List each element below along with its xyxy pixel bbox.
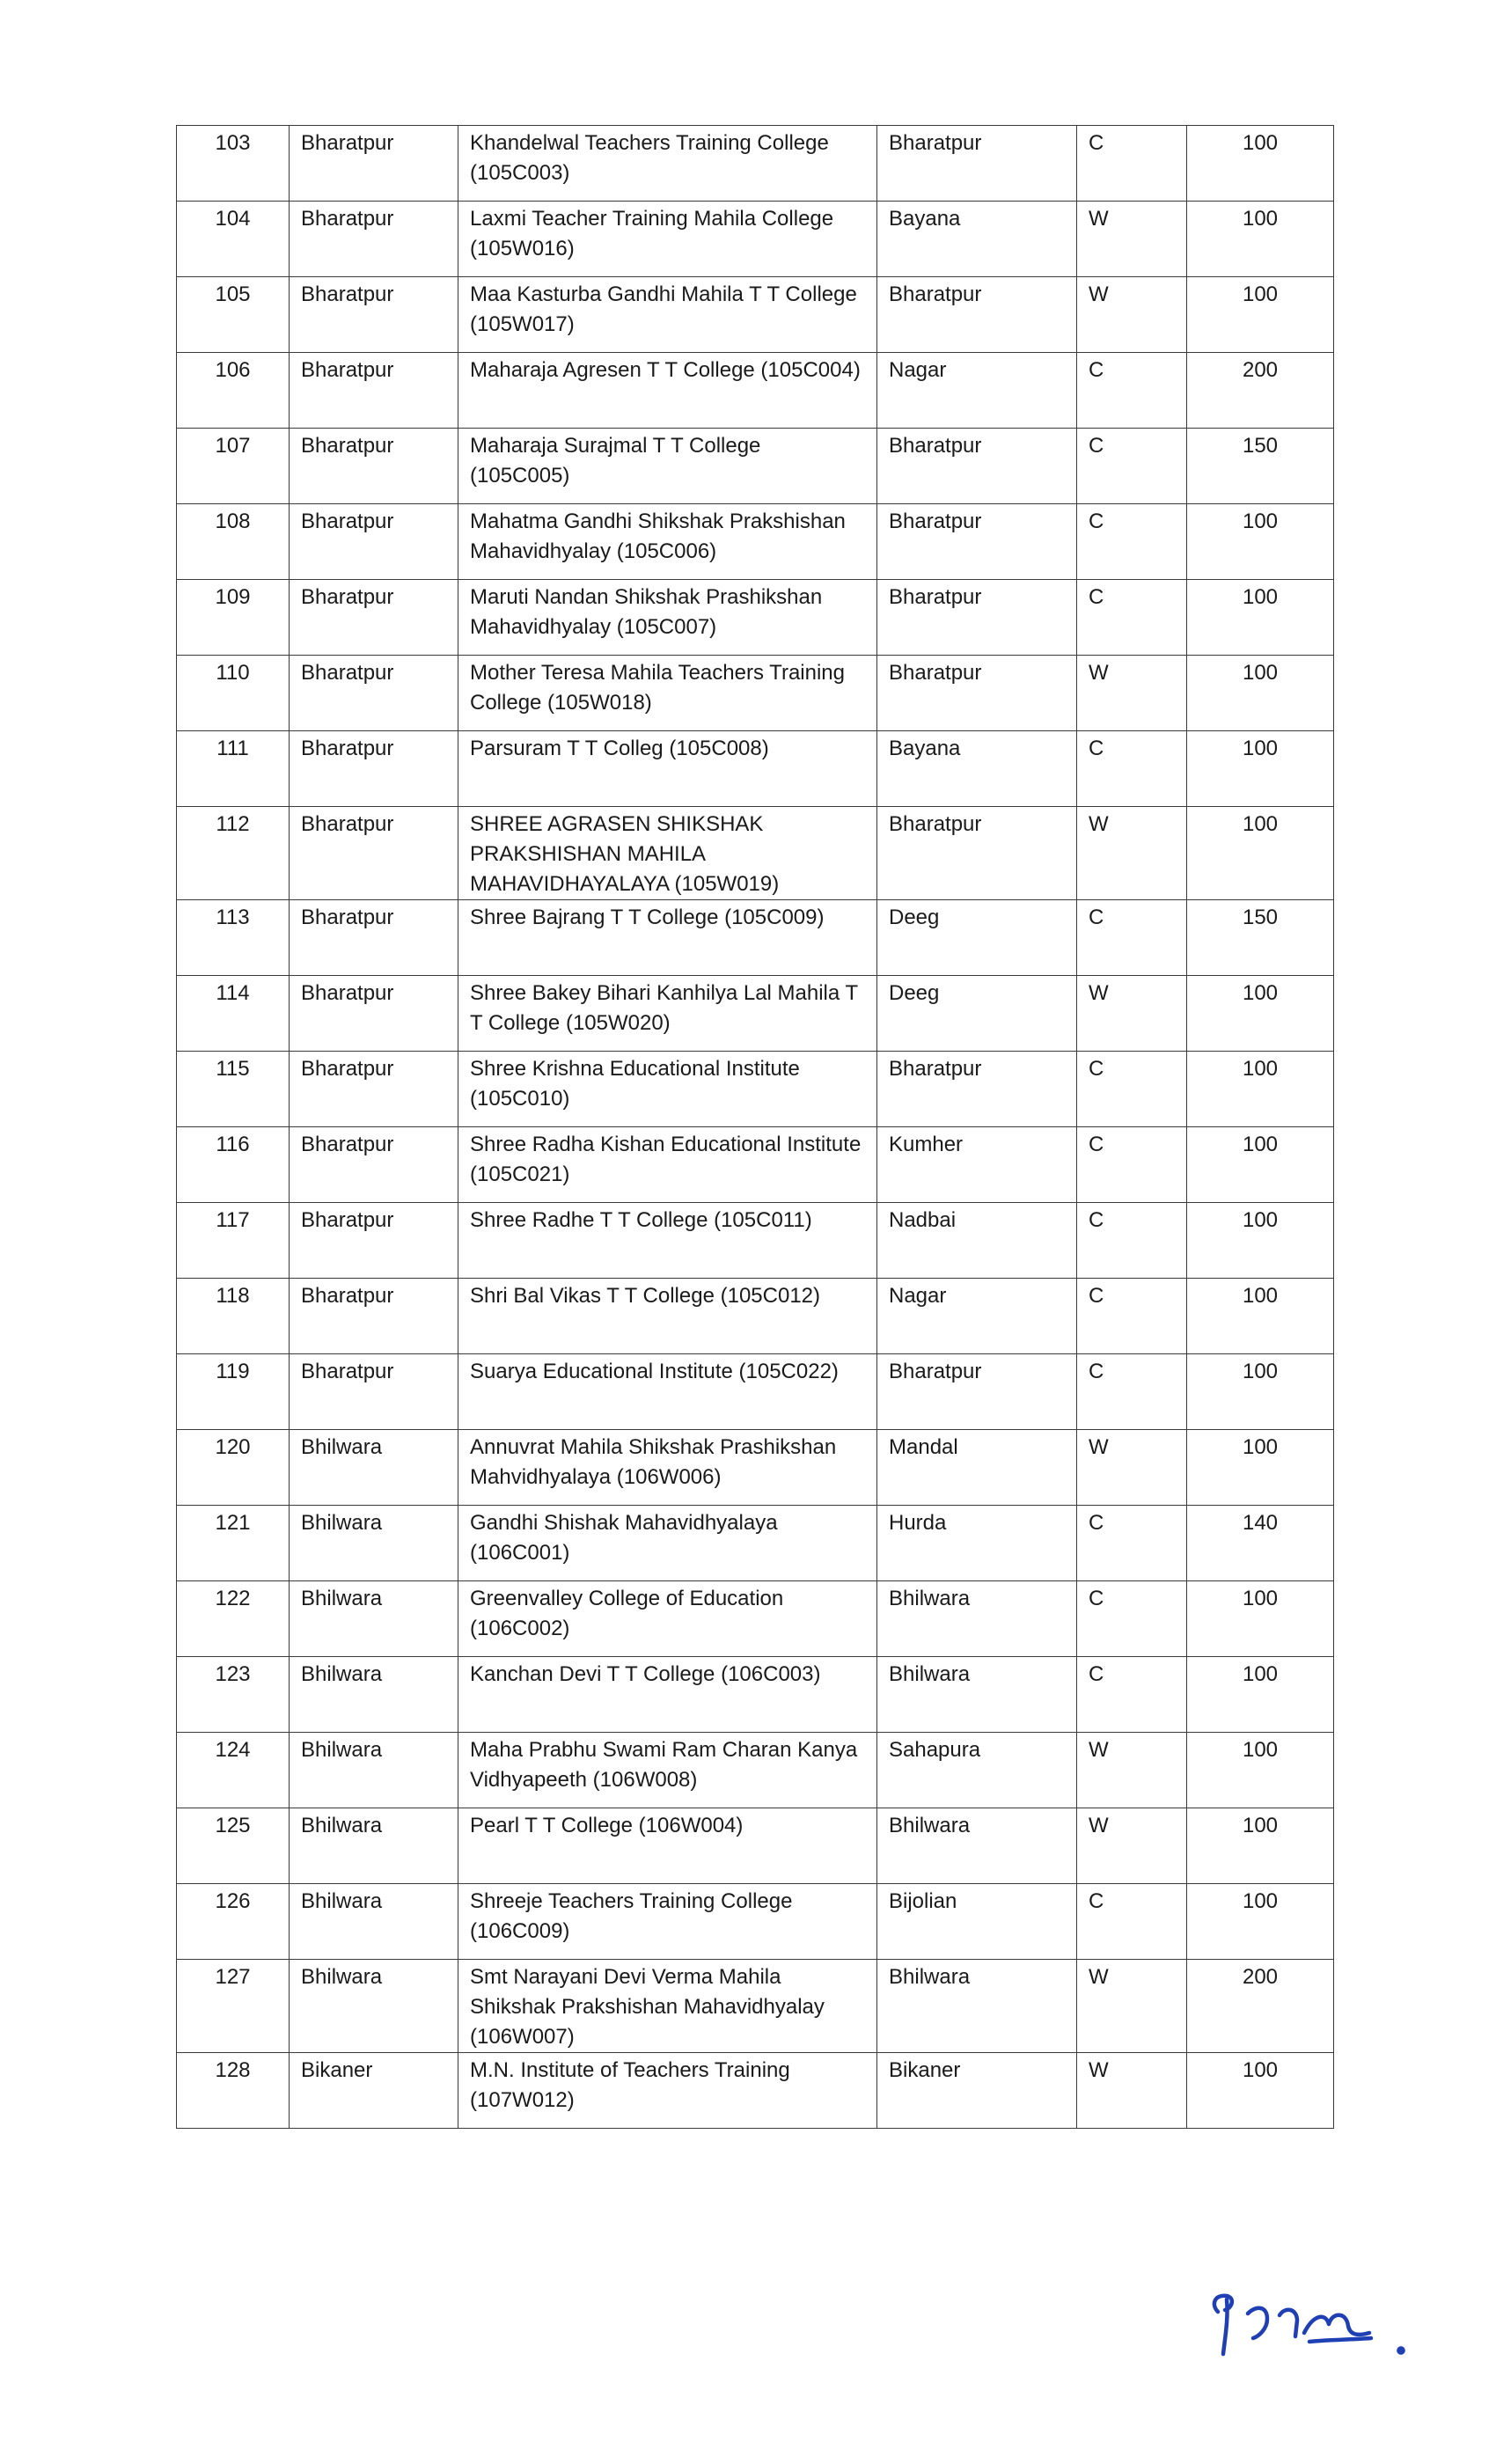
college-name-cell: Maharaja Surajmal T T College (105C005) [458,429,877,504]
college-name-cell: Shree Krishna Educational Institute (105C010) [458,1052,877,1127]
serial-number-cell: 119 [177,1354,290,1430]
serial-number-cell: 124 [177,1733,290,1808]
table-row [177,2053,1334,2129]
place-cell: Sahapura [877,1733,1077,1808]
table-row [177,1052,1334,1127]
place-cell: Kumher [877,1127,1077,1203]
district-cell: Bharatpur [290,656,458,731]
serial-number-cell: 108 [177,504,290,580]
serial-number-cell: 128 [177,2053,290,2129]
serial-number-cell: 126 [177,1884,290,1960]
place-cell: Bharatpur [877,1354,1077,1430]
college-type-cell: C [1077,1884,1187,1960]
table-row [177,900,1334,976]
seats-cell: 200 [1187,1960,1334,2053]
table-row [177,1430,1334,1506]
seats-cell: 100 [1187,1279,1334,1354]
district-cell: Bharatpur [290,807,458,900]
college-type-cell: C [1077,900,1187,976]
table-row [177,976,1334,1052]
seats-cell: 100 [1187,1581,1334,1657]
college-name-cell: Annuvrat Mahila Shikshak Prashikshan Mahvidhyalaya (106W006) [458,1430,877,1506]
seats-cell: 140 [1187,1506,1334,1581]
table-row [177,277,1334,353]
place-cell: Bayana [877,731,1077,807]
place-cell: Bharatpur [877,126,1077,202]
seats-cell: 100 [1187,1354,1334,1430]
district-cell: Bhilwara [290,1506,458,1581]
college-name-cell: Maha Prabhu Swami Ram Charan Kanya Vidhyapeeth (106W008) [458,1733,877,1808]
college-type-cell: C [1077,1506,1187,1581]
seats-cell: 200 [1187,353,1334,429]
serial-number-cell: 106 [177,353,290,429]
district-cell: Bharatpur [290,580,458,656]
seats-cell: 150 [1187,900,1334,976]
district-cell: Bhilwara [290,1884,458,1960]
table-row [177,1279,1334,1354]
seats-cell: 100 [1187,580,1334,656]
table-row [177,504,1334,580]
college-type-cell: C [1077,429,1187,504]
seats-cell: 100 [1187,807,1334,900]
college-type-cell: C [1077,731,1187,807]
place-cell: Bikaner [877,2053,1077,2129]
place-cell: Bhilwara [877,1581,1077,1657]
college-name-cell: Laxmi Teacher Training Mahila College (105W016) [458,202,877,277]
college-name-cell: Kanchan Devi T T College (106C003) [458,1657,877,1733]
district-cell: Bhilwara [290,1960,458,2053]
seats-cell: 100 [1187,277,1334,353]
district-cell: Bharatpur [290,277,458,353]
table-row [177,1581,1334,1657]
college-name-cell: Maa Kasturba Gandhi Mahila T T College (105W017) [458,277,877,353]
college-name-cell: Mahatma Gandhi Shikshak Prakshishan Mahavidhyalay (105C006) [458,504,877,580]
college-name-cell: Maruti Nandan Shikshak Prashikshan Mahavidhyalay (105C007) [458,580,877,656]
place-cell: Bhilwara [877,1960,1077,2053]
seats-cell: 100 [1187,1430,1334,1506]
seats-cell: 100 [1187,1884,1334,1960]
college-type-cell: W [1077,656,1187,731]
college-name-cell: Mother Teresa Mahila Teachers Training College (105W018) [458,656,877,731]
college-name-cell: Smt Narayani Devi Verma Mahila Shikshak Prakshishan Mahavidhyalay (106W007) [458,1960,877,2053]
district-cell: Bharatpur [290,1279,458,1354]
college-type-cell: W [1077,807,1187,900]
district-cell: Bhilwara [290,1808,458,1884]
place-cell: Bharatpur [877,277,1077,353]
serial-number-cell: 117 [177,1203,290,1279]
district-cell: Bhilwara [290,1581,458,1657]
table-row [177,731,1334,807]
serial-number-cell: 111 [177,731,290,807]
college-type-cell: C [1077,1203,1187,1279]
college-type-cell: C [1077,1127,1187,1203]
table-row [177,656,1334,731]
college-list-table [176,125,1334,2129]
college-name-cell: M.N. Institute of Teachers Training (107W012) [458,2053,877,2129]
college-list-body [177,126,1334,2129]
college-name-cell: Shri Bal Vikas T T College (105C012) [458,1279,877,1354]
serial-number-cell: 107 [177,429,290,504]
college-type-cell: W [1077,277,1187,353]
serial-number-cell: 118 [177,1279,290,1354]
serial-number-cell: 122 [177,1581,290,1657]
district-cell: Bharatpur [290,429,458,504]
district-cell: Bharatpur [290,126,458,202]
seats-cell: 100 [1187,1657,1334,1733]
college-type-cell: C [1077,1581,1187,1657]
place-cell: Bhilwara [877,1657,1077,1733]
seats-cell: 100 [1187,1127,1334,1203]
college-type-cell: C [1077,1354,1187,1430]
college-type-cell: C [1077,504,1187,580]
college-name-cell: Parsuram T T Colleg (105C008) [458,731,877,807]
district-cell: Bhilwara [290,1430,458,1506]
table-row [177,1354,1334,1430]
college-name-cell: Khandelwal Teachers Training College (105C003) [458,126,877,202]
table-row [177,580,1334,656]
table-row [177,353,1334,429]
serial-number-cell: 125 [177,1808,290,1884]
college-name-cell: Pearl T T College (106W004) [458,1808,877,1884]
seats-cell: 100 [1187,1808,1334,1884]
table-row [177,1506,1334,1581]
seats-cell: 100 [1187,1203,1334,1279]
table-row [177,1127,1334,1203]
college-name-cell: Shree Radhe T T College (105C011) [458,1203,877,1279]
place-cell: Bharatpur [877,429,1077,504]
seats-cell: 100 [1187,126,1334,202]
serial-number-cell: 127 [177,1960,290,2053]
serial-number-cell: 121 [177,1506,290,1581]
table-row [177,1733,1334,1808]
place-cell: Hurda [877,1506,1077,1581]
serial-number-cell: 109 [177,580,290,656]
college-name-cell: Shreeje Teachers Training College (106C009) [458,1884,877,1960]
seats-cell: 100 [1187,976,1334,1052]
table-row [177,1884,1334,1960]
serial-number-cell: 123 [177,1657,290,1733]
serial-number-cell: 110 [177,656,290,731]
table-row [177,807,1334,900]
college-type-cell: W [1077,1733,1187,1808]
table-row [177,1203,1334,1279]
college-type-cell: C [1077,353,1187,429]
serial-number-cell: 120 [177,1430,290,1506]
seats-cell: 100 [1187,656,1334,731]
handwritten-signature [1206,2275,1417,2372]
place-cell: Mandal [877,1430,1077,1506]
college-type-cell: C [1077,580,1187,656]
serial-number-cell: 104 [177,202,290,277]
district-cell: Bharatpur [290,731,458,807]
place-cell: Bharatpur [877,1052,1077,1127]
district-cell: Bharatpur [290,504,458,580]
college-type-cell: W [1077,1808,1187,1884]
serial-number-cell: 115 [177,1052,290,1127]
serial-number-cell: 105 [177,277,290,353]
place-cell: Bharatpur [877,656,1077,731]
table-row [177,1657,1334,1733]
college-name-cell: SHREE AGRASEN SHIKSHAK PRAKSHISHAN MAHILA MAHAVIDHAYALAYA (105W019) [458,807,877,900]
district-cell: Bhilwara [290,1733,458,1808]
college-type-cell: W [1077,1430,1187,1506]
college-name-cell: Gandhi Shishak Mahavidhyalaya (106C001) [458,1506,877,1581]
college-name-cell: Shree Bajrang T T College (105C009) [458,900,877,976]
district-cell: Bharatpur [290,976,458,1052]
college-name-cell: Shree Radha Kishan Educational Institute (105C021) [458,1127,877,1203]
district-cell: Bhilwara [290,1657,458,1733]
place-cell: Bhilwara [877,1808,1077,1884]
district-cell: Bharatpur [290,202,458,277]
serial-number-cell: 113 [177,900,290,976]
college-type-cell: C [1077,126,1187,202]
district-cell: Bharatpur [290,1203,458,1279]
college-type-cell: W [1077,2053,1187,2129]
place-cell: Bharatpur [877,580,1077,656]
district-cell: Bharatpur [290,1127,458,1203]
college-type-cell: C [1077,1279,1187,1354]
place-cell: Bijolian [877,1884,1077,1960]
table-row [177,1808,1334,1884]
seats-cell: 100 [1187,731,1334,807]
college-name-cell: Greenvalley College of Education (106C002) [458,1581,877,1657]
place-cell: Nadbai [877,1203,1077,1279]
seats-cell: 100 [1187,202,1334,277]
seats-cell: 100 [1187,1733,1334,1808]
serial-number-cell: 103 [177,126,290,202]
district-cell: Bharatpur [290,353,458,429]
college-type-cell: C [1077,1052,1187,1127]
district-cell: Bharatpur [290,900,458,976]
seats-cell: 100 [1187,504,1334,580]
seats-cell: 150 [1187,429,1334,504]
seats-cell: 100 [1187,2053,1334,2129]
place-cell: Deeg [877,900,1077,976]
district-cell: Bharatpur [290,1354,458,1430]
college-name-cell: Maharaja Agresen T T College (105C004) [458,353,877,429]
college-name-cell: Shree Bakey Bihari Kanhilya Lal Mahila T T College (105W020) [458,976,877,1052]
place-cell: Bharatpur [877,504,1077,580]
serial-number-cell: 112 [177,807,290,900]
college-type-cell: C [1077,1657,1187,1733]
place-cell: Bharatpur [877,807,1077,900]
serial-number-cell: 114 [177,976,290,1052]
place-cell: Nagar [877,1279,1077,1354]
place-cell: Deeg [877,976,1077,1052]
college-name-cell: Suarya Educational Institute (105C022) [458,1354,877,1430]
table-row [177,429,1334,504]
district-cell: Bharatpur [290,1052,458,1127]
place-cell: Nagar [877,353,1077,429]
table-row [177,202,1334,277]
college-type-cell: W [1077,202,1187,277]
district-cell: Bikaner [290,2053,458,2129]
college-type-cell: W [1077,1960,1187,2053]
table-row [177,126,1334,202]
seats-cell: 100 [1187,1052,1334,1127]
college-type-cell: W [1077,976,1187,1052]
serial-number-cell: 116 [177,1127,290,1203]
place-cell: Bayana [877,202,1077,277]
table-row [177,1960,1334,2053]
